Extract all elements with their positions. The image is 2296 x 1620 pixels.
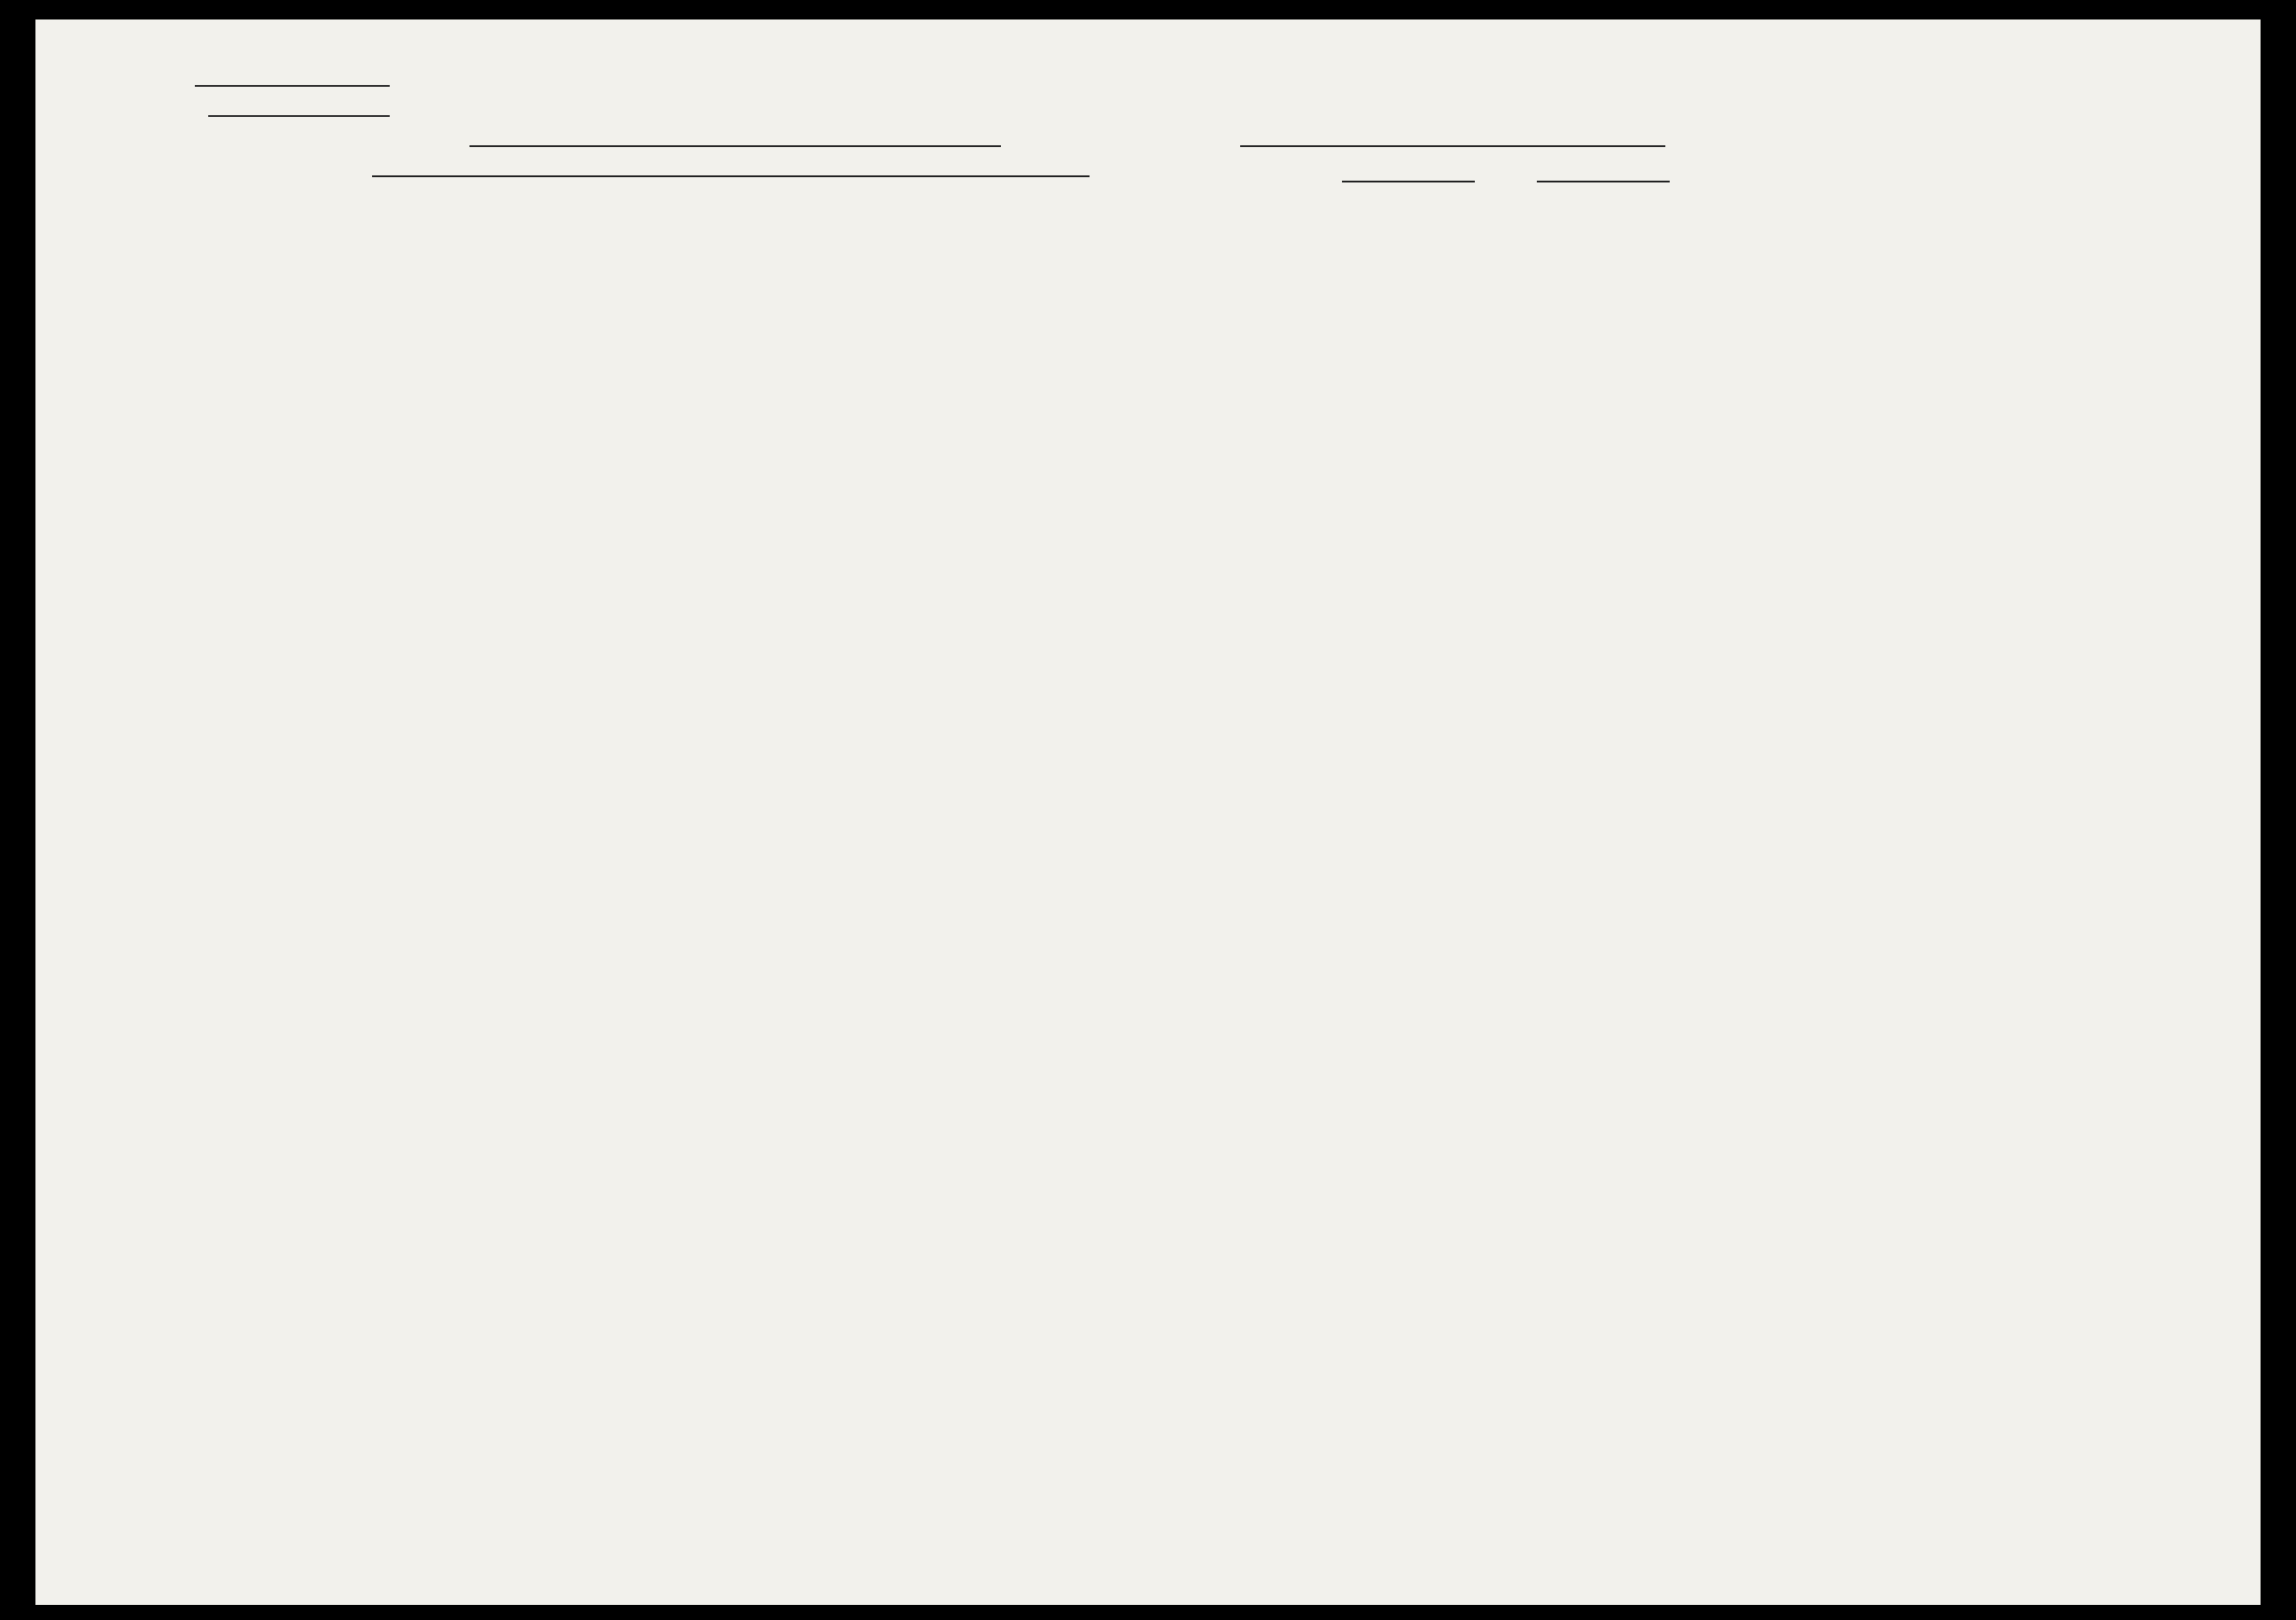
place-underline: [1240, 145, 1665, 147]
county-underline: [208, 115, 390, 117]
institution-underline: [372, 175, 1090, 177]
state-underline: [195, 85, 390, 87]
census-sheet: [35, 19, 2261, 1605]
township-underline: [469, 145, 1001, 147]
month-underline: [1537, 181, 1670, 182]
table-grid: [35, 19, 2261, 1605]
day-underline: [1342, 181, 1475, 182]
